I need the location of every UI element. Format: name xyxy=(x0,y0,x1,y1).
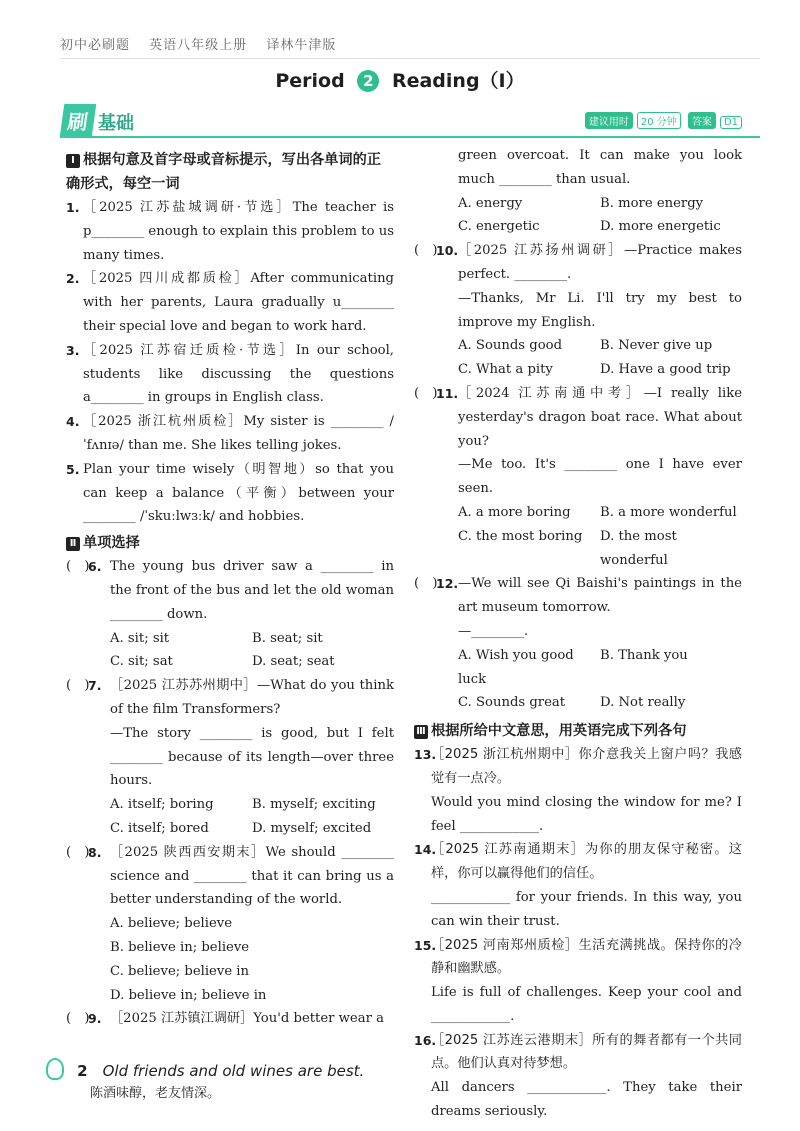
section-brand xyxy=(62,104,262,134)
question-12 xyxy=(414,572,742,620)
option: B. a more wonderful xyxy=(600,504,737,520)
question-6 xyxy=(66,555,394,626)
options-12 xyxy=(414,644,742,715)
section-number-icon: Ⅲ xyxy=(414,725,428,739)
question-number: 3. xyxy=(66,342,80,358)
header-crumb: 译林牛津版 xyxy=(266,38,337,53)
option: D. seat; seat xyxy=(252,654,335,670)
question-16 xyxy=(414,1029,742,1077)
options-10 xyxy=(414,334,742,382)
question-number: 2. xyxy=(66,271,80,287)
option: A. a more boring xyxy=(458,504,571,520)
time-value-badge: 20 分钟 xyxy=(637,112,681,129)
question-number: 10. xyxy=(436,243,459,259)
option: D. the most wonderful xyxy=(600,528,677,568)
options-8 xyxy=(66,912,394,1007)
page-footer xyxy=(46,1058,365,1101)
options-9 xyxy=(414,192,742,240)
option: C. sit; sat xyxy=(110,654,173,670)
left-column xyxy=(66,148,394,1031)
question-9-continued: green overcoat. It can make you look much ________ than usual. xyxy=(458,148,742,187)
option: C. energetic xyxy=(458,219,540,235)
option: A. Sounds good xyxy=(458,338,563,354)
question-text: ［2025 江苏镇江调研］You'd better wear a xyxy=(110,1011,384,1027)
question-11 xyxy=(414,382,742,453)
question-number: 6. xyxy=(88,559,102,575)
english-sentence: Life is full of challenges. Keep your cool and ____________. xyxy=(431,985,742,1024)
time-label-badge: 建议用时 xyxy=(585,112,633,129)
option: A. energy xyxy=(458,195,523,211)
question-text: The young bus driver saw a ________ in the front of the bus and let the old woman ________ down. xyxy=(110,559,394,622)
question-13 xyxy=(414,743,742,791)
answer-label-badge: 答案 xyxy=(688,112,716,129)
dialogue-line: —Me too. It's ________ one I have ever seen. xyxy=(458,457,742,497)
answer-bracket[interactable]: ( ) xyxy=(66,844,90,860)
english-sentence: ____________ for your friends. In this way, you can win their trust. xyxy=(431,889,742,929)
question-number: 9. xyxy=(88,1011,102,1027)
option: A. believe; believe xyxy=(110,916,233,932)
running-header xyxy=(60,34,350,53)
option: A. sit; sit xyxy=(110,630,170,646)
option: C. Sounds great xyxy=(458,695,566,711)
dialogue-line: —The story ________ is good, but I felt ________ because of its length—over three hours. xyxy=(110,725,394,789)
question-2 xyxy=(66,267,394,338)
section-3-heading xyxy=(414,719,742,743)
option: C. believe; believe in xyxy=(110,963,250,979)
question-7 xyxy=(66,674,394,722)
question-number: 12. xyxy=(436,576,459,592)
brush-label: 基础 xyxy=(98,113,134,134)
page-title xyxy=(0,66,800,93)
question-text: ［2025 江苏扬州调研］—Practice makes perfect. ________. xyxy=(458,243,742,282)
question-9 xyxy=(66,1007,394,1031)
question-text: ［2025 江苏盐城调研·节选］The teacher is p________ enough to explain this problem to us many times. xyxy=(83,200,394,263)
question-14 xyxy=(414,838,742,886)
dialogue-line: —Thanks, Mr Li. I'll try my best to improve my English. xyxy=(458,290,742,330)
english-sentence: All dancers ____________. They take their dreams seriously. xyxy=(431,1080,742,1120)
options-7 xyxy=(66,793,394,841)
question-text: ［2025 四川成都质检］After communicating with her parents, Laura gradually u________ their special love and began to work hard. xyxy=(83,271,394,334)
english-sentence: Would you mind closing the window for me? I feel ____________. xyxy=(431,794,742,834)
option: D. believe in; believe in xyxy=(110,987,267,1003)
footer-motto-chinese: 陈酒味醇，老友情深。 xyxy=(90,1086,221,1101)
chinese-prompt: ［2025 浙江杭州期中］你介意我关上窗户吗？我感觉有一点冷。 xyxy=(431,747,742,786)
options-6 xyxy=(66,627,394,675)
question-10 xyxy=(414,239,742,287)
section-title: 根据所给中文意思，用英语完成下列各句 xyxy=(431,723,687,740)
question-number: 5. xyxy=(66,461,80,477)
option: C. itself; bored xyxy=(110,820,209,836)
option: B. myself; exciting xyxy=(252,797,376,813)
answer-bracket[interactable]: ( ) xyxy=(414,385,438,401)
option: D. myself; excited xyxy=(252,820,372,836)
answer-bracket[interactable]: ( ) xyxy=(66,678,90,694)
question-number: 8. xyxy=(88,844,102,860)
header-rule xyxy=(60,58,760,59)
chinese-prompt: ［2025 江苏南通期末］为你的朋友保守秘密。这样，你可以赢得他们的信任。 xyxy=(431,842,742,882)
section-title: 单项选择 xyxy=(83,535,140,552)
answer-page-badge: D1 xyxy=(720,116,742,129)
title-suffix: Reading（Ⅰ） xyxy=(391,70,525,92)
header-crumb: 初中必刷题 xyxy=(60,38,131,53)
question-text: ［2025 陕西西安期末］We should ________ science and ________ that it can bring us a better understanding of the world. xyxy=(110,844,394,908)
question-number: 13. xyxy=(414,747,437,763)
question-number: 14. xyxy=(414,842,437,858)
page-number: 2 xyxy=(77,1062,88,1080)
meta-badges xyxy=(581,112,742,129)
question-4 xyxy=(66,410,394,458)
section-number-icon: Ⅱ xyxy=(66,537,80,551)
lightbulb-icon xyxy=(46,1058,64,1080)
question-number: 4. xyxy=(66,414,80,430)
question-number: 7. xyxy=(88,678,102,694)
brush-mark: 刷 xyxy=(60,104,97,137)
options-11 xyxy=(414,501,742,572)
question-number: 16. xyxy=(414,1032,437,1048)
footer-motto: Old friends and old wines are best. xyxy=(102,1062,365,1080)
title-prefix: Period xyxy=(275,70,345,92)
option: B. seat; sit xyxy=(252,630,323,646)
question-5 xyxy=(66,458,394,529)
brand-divider xyxy=(60,136,760,138)
option: D. Not really xyxy=(600,695,686,711)
answer-bracket[interactable]: ( ) xyxy=(66,1011,90,1027)
period-number-badge: 2 xyxy=(357,70,379,92)
option: B. more energy xyxy=(600,195,704,211)
question-number: 15. xyxy=(414,937,437,953)
question-3 xyxy=(66,339,394,410)
question-number: 1. xyxy=(66,200,80,215)
section-2-heading xyxy=(66,531,394,555)
question-text: Plan your time wisely（明智地）so that you can keep a balance（平衡）between your ________ /ˈskuːlwɜːk/ and hobbies. xyxy=(83,461,394,525)
question-text: ［2025 江苏苏州期中］—What do you think of the film Transformers? xyxy=(110,678,394,717)
option: B. Never give up xyxy=(600,338,713,354)
section-title: 根据句意及首字母或音标提示，写出各单词的正确形式，每空一词 xyxy=(66,152,381,192)
question-15 xyxy=(414,934,742,982)
option: D. Have a good trip xyxy=(600,362,731,378)
answer-bracket[interactable]: ( ) xyxy=(414,576,438,592)
right-column xyxy=(414,144,742,1124)
chinese-prompt: ［2025 江苏连云港期末］所有的舞者都有一个共同点。他们认真对待梦想。 xyxy=(431,1032,742,1072)
question-text: ［2025 浙江杭州质检］My sister is ________ /ˈfʌnɪə/ than me. She likes telling jokes. xyxy=(83,414,394,453)
question-number: 11. xyxy=(436,385,459,401)
question-text: —We will see Qi Baishi's paintings in the art museum tomorrow. xyxy=(458,576,742,616)
option: D. more energetic xyxy=(600,219,721,235)
answer-bracket[interactable]: ( ) xyxy=(66,559,90,575)
question-text: ［2025 江苏宿迁质检·节选］In our school, students like discussing the questions a________ in groups in English class. xyxy=(83,342,394,406)
section-1-heading xyxy=(66,148,394,196)
option: A. Wish you good luck xyxy=(458,647,574,687)
option: B. Thank you xyxy=(600,647,688,663)
option: A. itself; boring xyxy=(110,797,214,813)
dialogue-line: —________. xyxy=(458,623,529,639)
header-crumb: 英语八年级上册 xyxy=(149,38,248,53)
option: B. believe in; believe xyxy=(110,939,250,955)
question-text: ［2024 江苏南通中考］—I really like yesterday's dragon boat race. What about you? xyxy=(458,385,742,449)
section-number-icon: Ⅰ xyxy=(66,154,80,168)
option: C. What a pity xyxy=(458,362,553,378)
question-1 xyxy=(66,196,394,267)
chinese-prompt: ［2025 河南郑州质检］生活充满挑战。保持你的冷静和幽默感。 xyxy=(431,937,742,977)
question-8 xyxy=(66,841,394,912)
option: C. the most boring xyxy=(458,528,583,544)
answer-bracket[interactable]: ( ) xyxy=(414,243,438,259)
